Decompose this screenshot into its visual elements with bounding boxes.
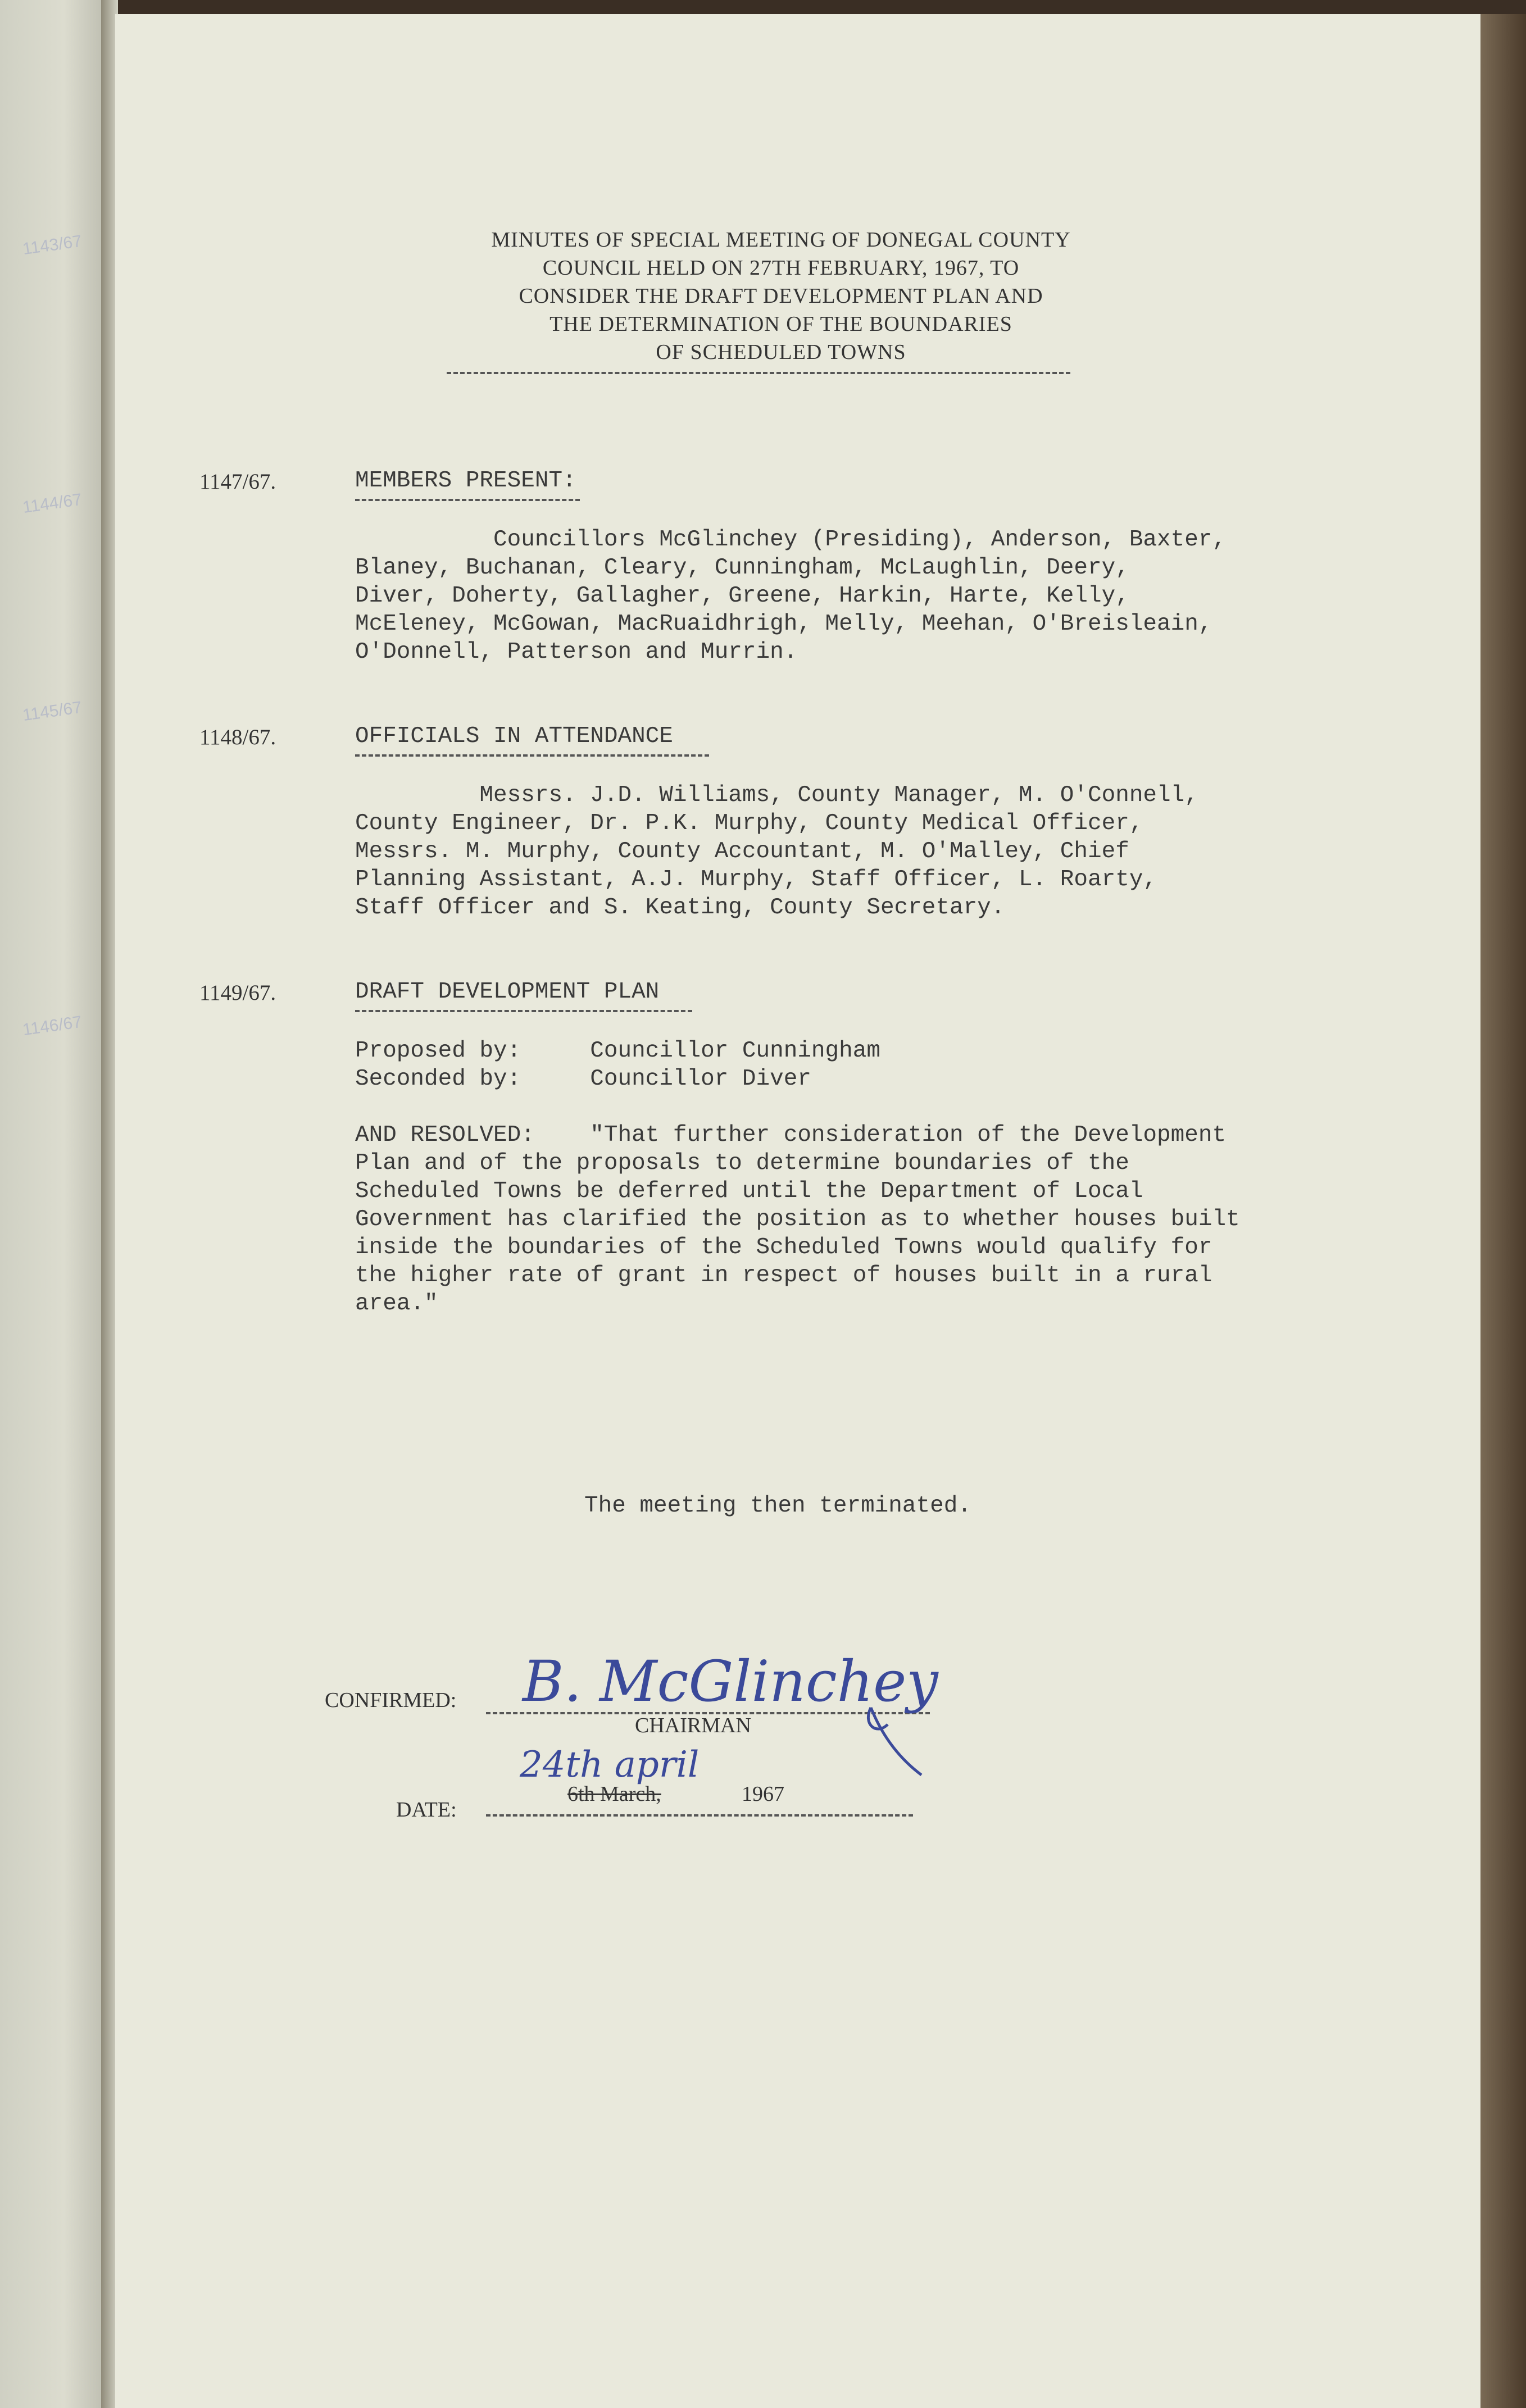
body-line: inside the boundaries of the Scheduled Towns would qualify for xyxy=(355,1235,1212,1260)
title-line: COUNCIL HELD ON 27TH FEBRUARY, 1967, TO xyxy=(542,256,1020,280)
struck-date: 6th March, xyxy=(567,1782,661,1806)
item-number: 1147/67. xyxy=(199,470,276,494)
body-line: O'Donnell, Patterson and Murrin. xyxy=(355,639,798,665)
body-line: County Engineer, Dr. P.K. Murphy, County Medical Officer, xyxy=(355,811,1143,836)
item-heading: OFFICIALS IN ATTENDANCE xyxy=(355,723,673,749)
handwritten-signature: B. McGlinchey xyxy=(523,1649,938,1714)
body-line: McEleney, McGowan, MacRuaidhrigh, Melly, Meehan, O'Breisleain, xyxy=(355,611,1212,637)
item-heading: MEMBERS PRESENT: xyxy=(355,468,576,494)
body-line: Government has clarified the position as to whether houses built xyxy=(355,1207,1240,1232)
item-number: 1148/67. xyxy=(199,725,276,749)
facing-page xyxy=(0,0,107,2408)
body-line: Proposed by: Councillor Cunningham xyxy=(355,1038,880,1064)
body-line: Seconded by: Councillor Diver xyxy=(355,1066,811,1092)
date-label: DATE: xyxy=(396,1798,457,1822)
body-line: the higher rate of grant in respect of houses built in a rural xyxy=(355,1263,1212,1289)
title-underline xyxy=(447,372,1070,374)
body-line: Planning Assistant, A.J. Murphy, Staff Officer, L. Roarty, xyxy=(355,867,1157,893)
book-top-edge xyxy=(0,0,1526,14)
body-line: Messrs. M. Murphy, County Accountant, M. O'Malley, Chief xyxy=(355,839,1129,864)
title-line: THE DETERMINATION OF THE BOUNDARIES xyxy=(549,312,1012,336)
heading-underline xyxy=(355,754,709,757)
body-line: area." xyxy=(355,1291,438,1317)
signature-flourish xyxy=(860,1702,927,1781)
heading-underline xyxy=(355,1010,692,1012)
title-line: CONSIDER THE DRAFT DEVELOPMENT PLAN AND xyxy=(519,284,1043,308)
body-line: Diver, Doherty, Gallagher, Greene, Harkin, Harte, Kelly, xyxy=(355,583,1129,609)
ghost-number: 1144/67 xyxy=(21,490,83,517)
confirmed-label: CONFIRMED: xyxy=(325,1688,457,1712)
body-line: Staff Officer and S. Keating, County Secretary. xyxy=(355,895,1005,921)
body-line: Plan and of the proposals to determine boundaries of the xyxy=(355,1150,1129,1176)
ghost-number: 1145/67 xyxy=(21,698,83,725)
ghost-number: 1143/67 xyxy=(21,231,83,259)
body-line: Scheduled Towns be deferred until the Department of Local xyxy=(355,1178,1143,1204)
date-year: 1967 xyxy=(742,1782,784,1806)
item-heading: DRAFT DEVELOPMENT PLAN xyxy=(355,979,660,1005)
title-line: OF SCHEDULED TOWNS xyxy=(656,340,906,364)
body-line: AND RESOLVED: "That further consideration of the Development xyxy=(355,1122,1227,1148)
book-right-edge xyxy=(1480,14,1526,2408)
item-number: 1149/67. xyxy=(199,981,276,1005)
chairman-label: CHAIRMAN xyxy=(635,1714,751,1737)
body-line: Messrs. J.D. Williams, County Manager, M. O'Connell, xyxy=(355,782,1198,808)
heading-underline xyxy=(355,499,580,501)
title-line: MINUTES OF SPECIAL MEETING OF DONEGAL COUNTY xyxy=(491,228,1071,252)
date-line xyxy=(486,1814,913,1817)
ghost-number: 1146/67 xyxy=(21,1012,83,1040)
body-line: Blaney, Buchanan, Cleary, Cunningham, McLaughlin, Deery, xyxy=(355,555,1129,581)
closing-statement: The meeting then terminated. xyxy=(584,1493,971,1519)
handwritten-date: 24th april xyxy=(520,1744,700,1786)
body-line: Councillors McGlinchey (Presiding), Anderson, Baxter, xyxy=(355,527,1227,553)
